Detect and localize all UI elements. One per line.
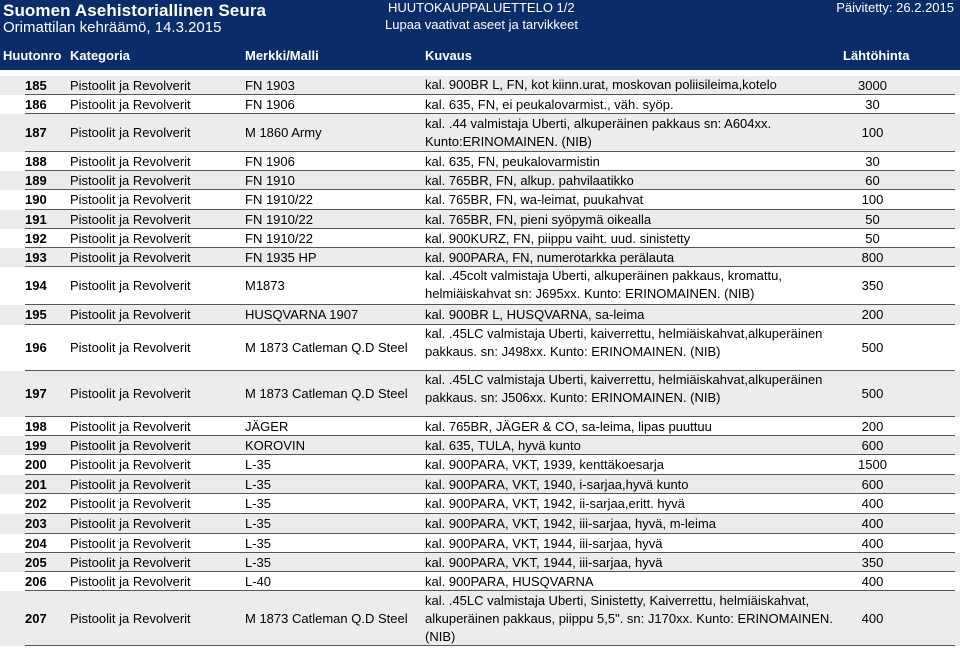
column-header-category: Kategoria [70, 48, 130, 63]
lot-make-model: M1873 [245, 278, 285, 293]
lot-category: Pistoolit ja Revolverit [70, 212, 191, 227]
lot-category: Pistoolit ja Revolverit [70, 457, 191, 472]
table-row [0, 494, 960, 514]
lot-make-model: M 1860 Army [245, 125, 322, 140]
catalog-title: HUUTOKAUPPALUETTELO 1/2 [388, 0, 575, 15]
lot-number: 189 [25, 173, 47, 188]
lot-description: kal. .44 valmistaja Uberti, alkuperäinen pakkaus sn: A604xx. Kunto:ERINOMAINEN. (NIB) [425, 116, 772, 149]
lot-description: kal. 900PARA, VKT, 1942, iii-sarjaa, hyvä, m-leima [425, 516, 716, 531]
lot-starting-price: 50 [865, 212, 880, 227]
lot-starting-price: 500 [861, 340, 884, 355]
lot-starting-price: 200 [861, 307, 884, 322]
lot-description: kal. 635, FN, ei peukalovarmist., väh. syöp. [425, 97, 674, 112]
lot-make-model: FN 1906 [245, 154, 295, 169]
lot-make-model: FN 1910 [245, 173, 295, 188]
lot-make-model: L-40 [245, 574, 272, 589]
lot-make-model: JÄGER [245, 419, 289, 434]
lot-number: 194 [25, 278, 47, 293]
lot-category: Pistoolit ja Revolverit [70, 477, 191, 492]
lot-make-model: HUSQVARNA 1907 [245, 307, 359, 322]
lot-make-model: FN 1906 [245, 97, 295, 112]
row-divider [25, 645, 955, 646]
lot-category: Pistoolit ja Revolverit [70, 555, 191, 570]
lot-make-model: M 1873 Catleman Q.D Steel [245, 340, 408, 355]
updated-date: Päivitetty: 26.2.2015 [836, 0, 954, 15]
lot-number: 187 [25, 125, 47, 140]
lot-category: Pistoolit ja Revolverit [70, 438, 191, 453]
lot-description: kal. 900PARA, VKT, 1940, i-sarjaa,hyvä kunto [425, 477, 689, 492]
lot-category: Pistoolit ja Revolverit [70, 192, 191, 207]
lot-description: kal. 900KURZ, FN, piippu vaiht. uud. sinistetty [425, 231, 691, 246]
lot-starting-price: 30 [865, 97, 880, 112]
column-header-description: Kuvaus [425, 48, 472, 63]
table-row [0, 76, 960, 95]
lot-description: kal. 635, TULA, hyvä kunto [425, 438, 581, 453]
lot-starting-price: 400 [861, 611, 884, 626]
lot-number: 185 [25, 78, 47, 93]
lot-category: Pistoolit ja Revolverit [70, 496, 191, 511]
lot-number: 198 [25, 419, 47, 434]
lot-starting-price: 400 [861, 496, 884, 511]
lot-category: Pistoolit ja Revolverit [70, 278, 191, 293]
catalog-subtitle: Lupaa vaativat aseet ja tarvikkeet [385, 17, 578, 32]
table-row [0, 152, 960, 171]
lot-description: kal. 635, FN, peukalovarmistin [425, 154, 600, 169]
table-row [0, 455, 960, 475]
column-header-number: Huutonro [3, 48, 62, 63]
lot-number: 201 [25, 477, 47, 492]
lot-number: 191 [25, 212, 47, 227]
lot-category: Pistoolit ja Revolverit [70, 125, 191, 140]
lot-starting-price: 200 [861, 419, 884, 434]
table-row [0, 591, 960, 646]
lot-category: Pistoolit ja Revolverit [70, 231, 191, 246]
lot-description: kal. 900PARA, VKT, 1942, ii-sarjaa,eritt. hyvä [425, 496, 685, 511]
table-row [0, 325, 960, 371]
lot-description: kal. 765BR, FN, alkup. pahvilaatikko [425, 173, 634, 188]
lot-description: kal. 900BR L, FN, kot kiinn.urat, moskovan poliisileima,kotelo [425, 77, 777, 92]
lot-category: Pistoolit ja Revolverit [70, 611, 191, 626]
table-row [0, 534, 960, 553]
catalog-header [0, 0, 960, 70]
lot-category: Pistoolit ja Revolverit [70, 97, 191, 112]
lot-make-model: L-35 [245, 477, 272, 492]
lot-number: 206 [25, 574, 47, 589]
lot-number: 193 [25, 250, 47, 265]
lot-number: 202 [25, 496, 47, 511]
lot-category: Pistoolit ja Revolverit [70, 340, 191, 355]
lot-starting-price: 600 [861, 438, 884, 453]
lot-starting-price: 100 [861, 125, 884, 140]
lot-number: 207 [25, 611, 47, 626]
lot-description: kal. 900PARA, VKT, 1944, iii-sarjaa, hyvä [425, 555, 663, 570]
lot-description: kal. .45colt valmistaja Uberti, alkuperäinen pakkaus, kromattu, helmiäiskahvat sn: J695xx. Kunto: ERINOMAINEN. (NIB) [425, 268, 782, 301]
table-row [0, 572, 960, 591]
table-row [0, 305, 960, 325]
lot-starting-price: 350 [861, 278, 884, 293]
table-row [0, 210, 960, 229]
lot-number: 205 [25, 555, 47, 570]
lot-number: 192 [25, 231, 47, 246]
lot-category: Pistoolit ja Revolverit [70, 536, 191, 551]
event-location-date: Orimattilan kehräämö, 14.3.2015 [3, 19, 222, 36]
lot-description: kal. 900PARA, VKT, 1944, iii-sarjaa, hyvä [425, 536, 663, 551]
lot-description: kal. 765BR, FN, pieni syöpymä oikealla [425, 212, 652, 227]
lot-number: 199 [25, 438, 47, 453]
lot-number: 188 [25, 154, 47, 169]
lot-description: kal. 900PARA, VKT, 1939, kenttäkoesarja [425, 457, 664, 472]
lot-starting-price: 350 [861, 555, 884, 570]
lot-starting-price: 60 [865, 173, 880, 188]
table-row [0, 371, 960, 417]
lot-category: Pistoolit ja Revolverit [70, 154, 191, 169]
table-row [0, 475, 960, 494]
lot-table [0, 76, 960, 646]
lot-starting-price: 600 [861, 477, 884, 492]
lot-number: 204 [25, 536, 47, 551]
lot-starting-price: 3000 [858, 78, 887, 93]
lot-make-model: FN 1910/22 [245, 231, 313, 246]
lot-description: kal. .45LC valmistaja Uberti, kaiverrettu, helmiäiskahvat,alkuperäinen pakkaus. sn: J506xx. Kunto: ERINOMAINEN. (NIB) [425, 372, 823, 405]
table-row [0, 248, 960, 267]
lot-description: kal. .45LC valmistaja Uberti, kaiverrettu, helmiäiskahvat,alkuperäinen pakkaus. sn: J498xx. Kunto: ERINOMAINEN. (NIB) [425, 326, 823, 359]
table-row [0, 553, 960, 572]
lot-description: kal. 765BR, FN, wa-leimat, puukahvat [425, 192, 644, 207]
lot-make-model: L-35 [245, 555, 272, 570]
lot-starting-price: 50 [865, 231, 880, 246]
lot-description: kal. .45LC valmistaja Uberti, Sinistetty, Kaiverrettu, helmiäiskahvat, alkuperäinen pakkaus, piippu 5,5". sn: J170xx. Kunto: ERINOMAINEN. (NIB) [425, 593, 833, 644]
table-row [0, 267, 960, 305]
lot-description: kal. 765BR, JÄGER & CO, sa-leima, lipas puuttuu [425, 419, 712, 434]
lot-category: Pistoolit ja Revolverit [70, 250, 191, 265]
table-row [0, 171, 960, 190]
lot-starting-price: 100 [861, 192, 884, 207]
lot-starting-price: 800 [861, 250, 884, 265]
lot-number: 190 [25, 192, 47, 207]
lot-starting-price: 30 [865, 154, 880, 169]
lot-make-model: L-35 [245, 516, 272, 531]
lot-make-model: FN 1903 [245, 78, 295, 93]
table-row [0, 95, 960, 114]
lot-number: 196 [25, 340, 47, 355]
table-row [0, 436, 960, 455]
lot-make-model: M 1873 Catleman Q.D Steel [245, 611, 408, 626]
lot-make-model: FN 1935 HP [245, 250, 317, 265]
lot-category: Pistoolit ja Revolverit [70, 386, 191, 401]
column-header-price: Lähtöhinta [843, 48, 910, 63]
table-row [0, 417, 960, 436]
lot-make-model: KOROVIN [245, 438, 305, 453]
lot-category: Pistoolit ja Revolverit [70, 516, 191, 531]
lot-number: 186 [25, 97, 47, 112]
lot-category: Pistoolit ja Revolverit [70, 419, 191, 434]
lot-starting-price: 400 [861, 574, 884, 589]
lot-description: kal. 900PARA, HUSQVARNA [425, 574, 594, 589]
table-row [0, 114, 960, 152]
lot-category: Pistoolit ja Revolverit [70, 307, 191, 322]
lot-make-model: M 1873 Catleman Q.D Steel [245, 386, 408, 401]
lot-category: Pistoolit ja Revolverit [70, 173, 191, 188]
lot-category: Pistoolit ja Revolverit [70, 78, 191, 93]
lot-number: 203 [25, 516, 47, 531]
lot-description: kal. 900BR L, HUSQVARNA, sa-leima [425, 307, 645, 322]
lot-description: kal. 900PARA, FN, numerotarkka perälauta [425, 250, 675, 265]
lot-make-model: L-35 [245, 457, 272, 472]
lot-make-model: L-35 [245, 496, 272, 511]
lot-number: 195 [25, 307, 47, 322]
lot-starting-price: 1500 [858, 457, 887, 472]
lot-starting-price: 400 [861, 516, 884, 531]
lot-make-model: FN 1910/22 [245, 212, 313, 227]
lot-starting-price: 400 [861, 536, 884, 551]
lot-starting-price: 500 [861, 386, 884, 401]
lot-category: Pistoolit ja Revolverit [70, 574, 191, 589]
table-row [0, 514, 960, 534]
lot-make-model: FN 1910/22 [245, 192, 313, 207]
organization-name: Suomen Asehistoriallinen Seura [3, 1, 267, 20]
lot-make-model: L-35 [245, 536, 272, 551]
table-row [0, 229, 960, 248]
lot-number: 197 [25, 386, 47, 401]
column-header-make: Merkki/Malli [245, 48, 319, 63]
table-row [0, 190, 960, 210]
lot-number: 200 [25, 457, 47, 472]
